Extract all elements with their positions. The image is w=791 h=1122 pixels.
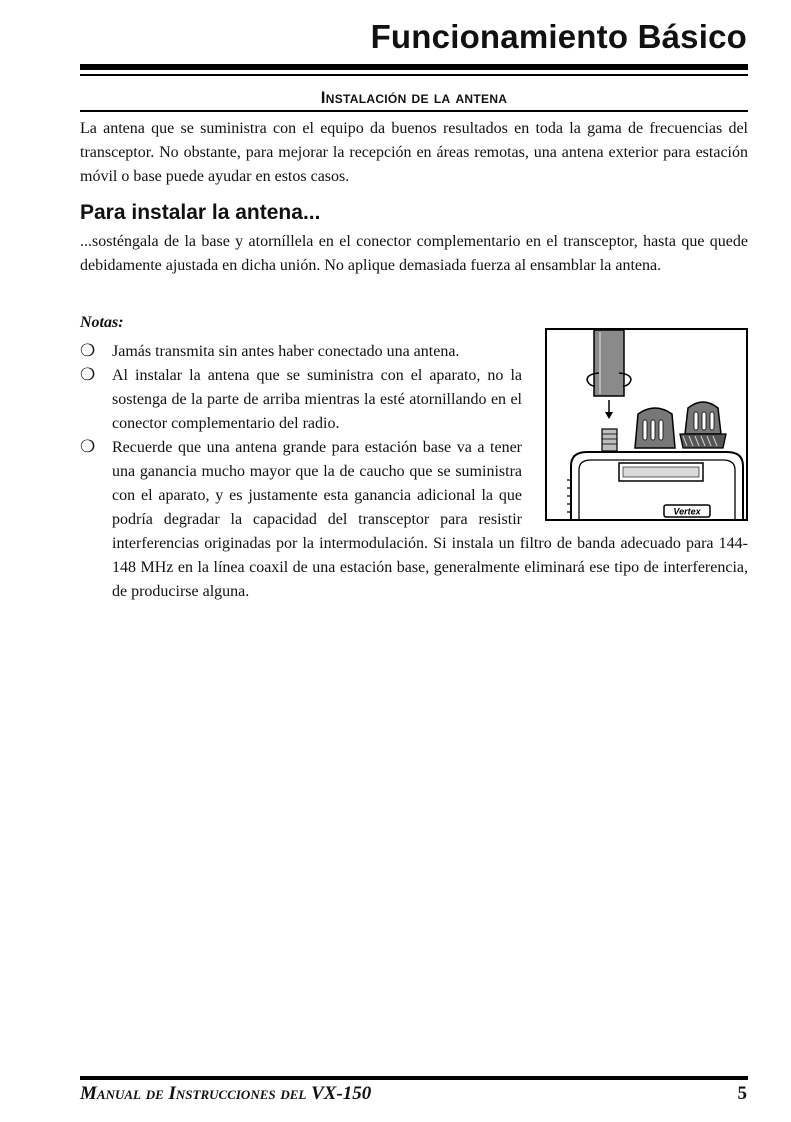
title-rule [80, 64, 748, 70]
intro-paragraph: La antena que se suministra con el equipo da buenos resultados en toda la gama de frecuencias del transceptor. No obstante, para mejorar la recepción en áreas remotas, una antena exterior para estación móvil o base puede ayudar en estos casos. [80, 120, 748, 185]
bullet-circle-icon: ❍ [80, 365, 96, 384]
antenna-installation-figure [545, 328, 748, 521]
antenna-shaft [594, 330, 624, 396]
title-rule-thin [80, 74, 748, 76]
antenna-connector [602, 429, 617, 451]
section-heading-rule [80, 110, 748, 112]
bullet-circle-icon: ❍ [80, 437, 96, 456]
section-heading: Instalación de la antena [320, 88, 508, 107]
footer-rule [80, 1076, 748, 1080]
bullet-circle-icon: ❍ [80, 341, 96, 360]
note-item: Al instalar la antena que se suministra con el aparato, no la sostenga de la parte de arriba mientras la esté atornillando en el conector complementario del radio. [112, 367, 522, 432]
page-title: Funcionamiento Básico [370, 18, 747, 55]
note-item-text: Recuerde que una antena grande para estación base va a tener una ganancia mucho mayor que la de caucho que se suministra con el aparato, y es justamente esta ganancia adicional la que podría degradar la capacidad del transceptor para resistir interferencias originadas por la intermodulación. Si instala un filtro de banda adecuado para 144-148 MHz en la línea coaxil de una estación base, generalmente eliminará ese tipo de interferencia, de producirse alguna. [112, 439, 748, 600]
footer-manual-title: Manual de Instrucciones del VX-150 [80, 1083, 372, 1104]
notes-label: Notas: [80, 314, 124, 331]
page-number: 5 [737, 1083, 747, 1104]
brand-label: Vertex [673, 506, 701, 517]
radio-antenna-illustration [547, 330, 746, 519]
subheading: Para instalar la antena... [80, 201, 321, 224]
install-paragraph: ...sosténgala de la base y atorníllela en el conector complementario en el transceptor, hasta que quede debidamente ajustada en dicha unión. No aplique demasiada fuerza al ensamblar la antena. [80, 233, 748, 274]
note-item: Jamás transmita sin antes haber conectado una antena. [112, 343, 460, 360]
